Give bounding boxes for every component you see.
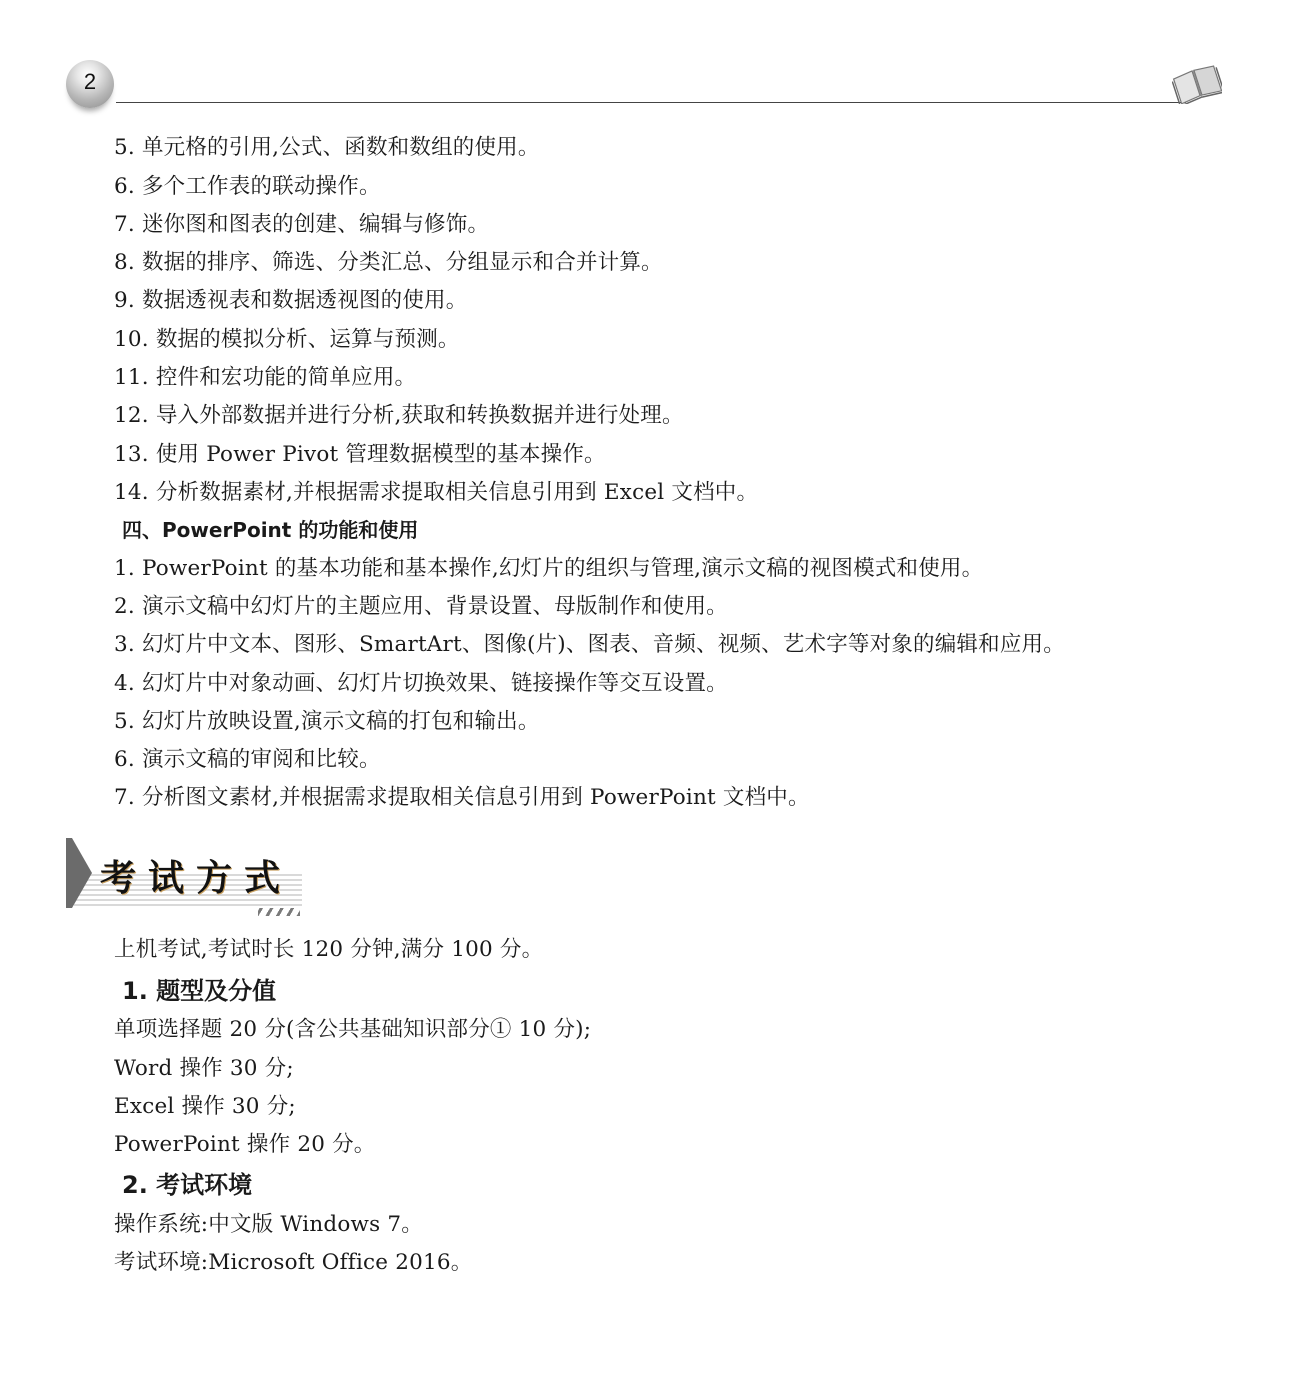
list-item: 1. PowerPoint 的基本功能和基本操作,幻灯片的组织与管理,演示文稿的视图模式和使用。 [114,556,984,581]
page-number: 2 [83,69,97,94]
section-heading: 四、PowerPoint 的功能和使用 [122,518,419,542]
environment-heading: 2. 考试环境 [122,1171,253,1199]
list-item: 4. 幻灯片中对象动画、幻灯片切换效果、链接操作等交互设置。 [114,671,728,696]
list-item: 10. 数据的模拟分析、运算与预测。 [114,327,460,352]
list-item: 单项选择题 20 分(含公共基础知识部分① 10 分); [114,1017,592,1042]
list-item: 8. 数据的排序、筛选、分类汇总、分组显示和合并计算。 [114,250,663,275]
list-item: 5. 幻灯片放映设置,演示文稿的打包和输出。 [114,709,540,734]
list-item: 13. 使用 Power Pivot 管理数据模型的基本操作。 [114,442,606,467]
banner-slashes [258,908,300,916]
list-item: 6. 演示文稿的审阅和比较。 [114,747,381,772]
list-item: 3. 幻灯片中文本、图形、SmartArt、图像(片)、图表、音频、视频、艺术字等对象的编辑和应用。 [114,632,1065,657]
open-book-icon [1172,62,1222,104]
list-item: 6. 多个工作表的联动操作。 [114,174,381,199]
list-item: 12. 导入外部数据并进行分析,获取和转换数据并进行处理。 [114,403,684,428]
page-number-badge [66,60,114,108]
list-item: 9. 数据透视表和数据透视图的使用。 [114,288,468,313]
list-item: 7. 迷你图和图表的创建、编辑与修饰。 [114,212,490,237]
list-item: PowerPoint 操作 20 分。 [114,1132,376,1157]
list-item: 7. 分析图文素材,并根据需求提取相关信息引用到 PowerPoint 文档中。 [114,785,810,810]
list-item: 14. 分析数据素材,并根据需求提取相关信息引用到 Excel 文档中。 [114,480,759,505]
list-item: Excel 操作 30 分; [114,1094,296,1119]
exam-intro: 上机考试,考试时长 120 分钟,满分 100 分。 [114,937,544,962]
list-item: 考试环境:Microsoft Office 2016。 [114,1250,473,1275]
header-rule [116,102,1186,103]
page-header [0,0,1314,120]
banner-title: 考试方式 [100,858,293,899]
list-item: 2. 演示文稿中幻灯片的主题应用、背景设置、母版制作和使用。 [114,594,728,619]
section-banner [66,838,302,918]
banner-arrow-icon [72,838,92,908]
list-item: 11. 控件和宏功能的简单应用。 [114,365,417,390]
list-item: 5. 单元格的引用,公式、函数和数组的使用。 [114,135,540,160]
list-item: Word 操作 30 分; [114,1056,294,1081]
question-types-heading: 1. 题型及分值 [122,977,277,1005]
list-item: 操作系统:中文版 Windows 7。 [114,1212,423,1237]
